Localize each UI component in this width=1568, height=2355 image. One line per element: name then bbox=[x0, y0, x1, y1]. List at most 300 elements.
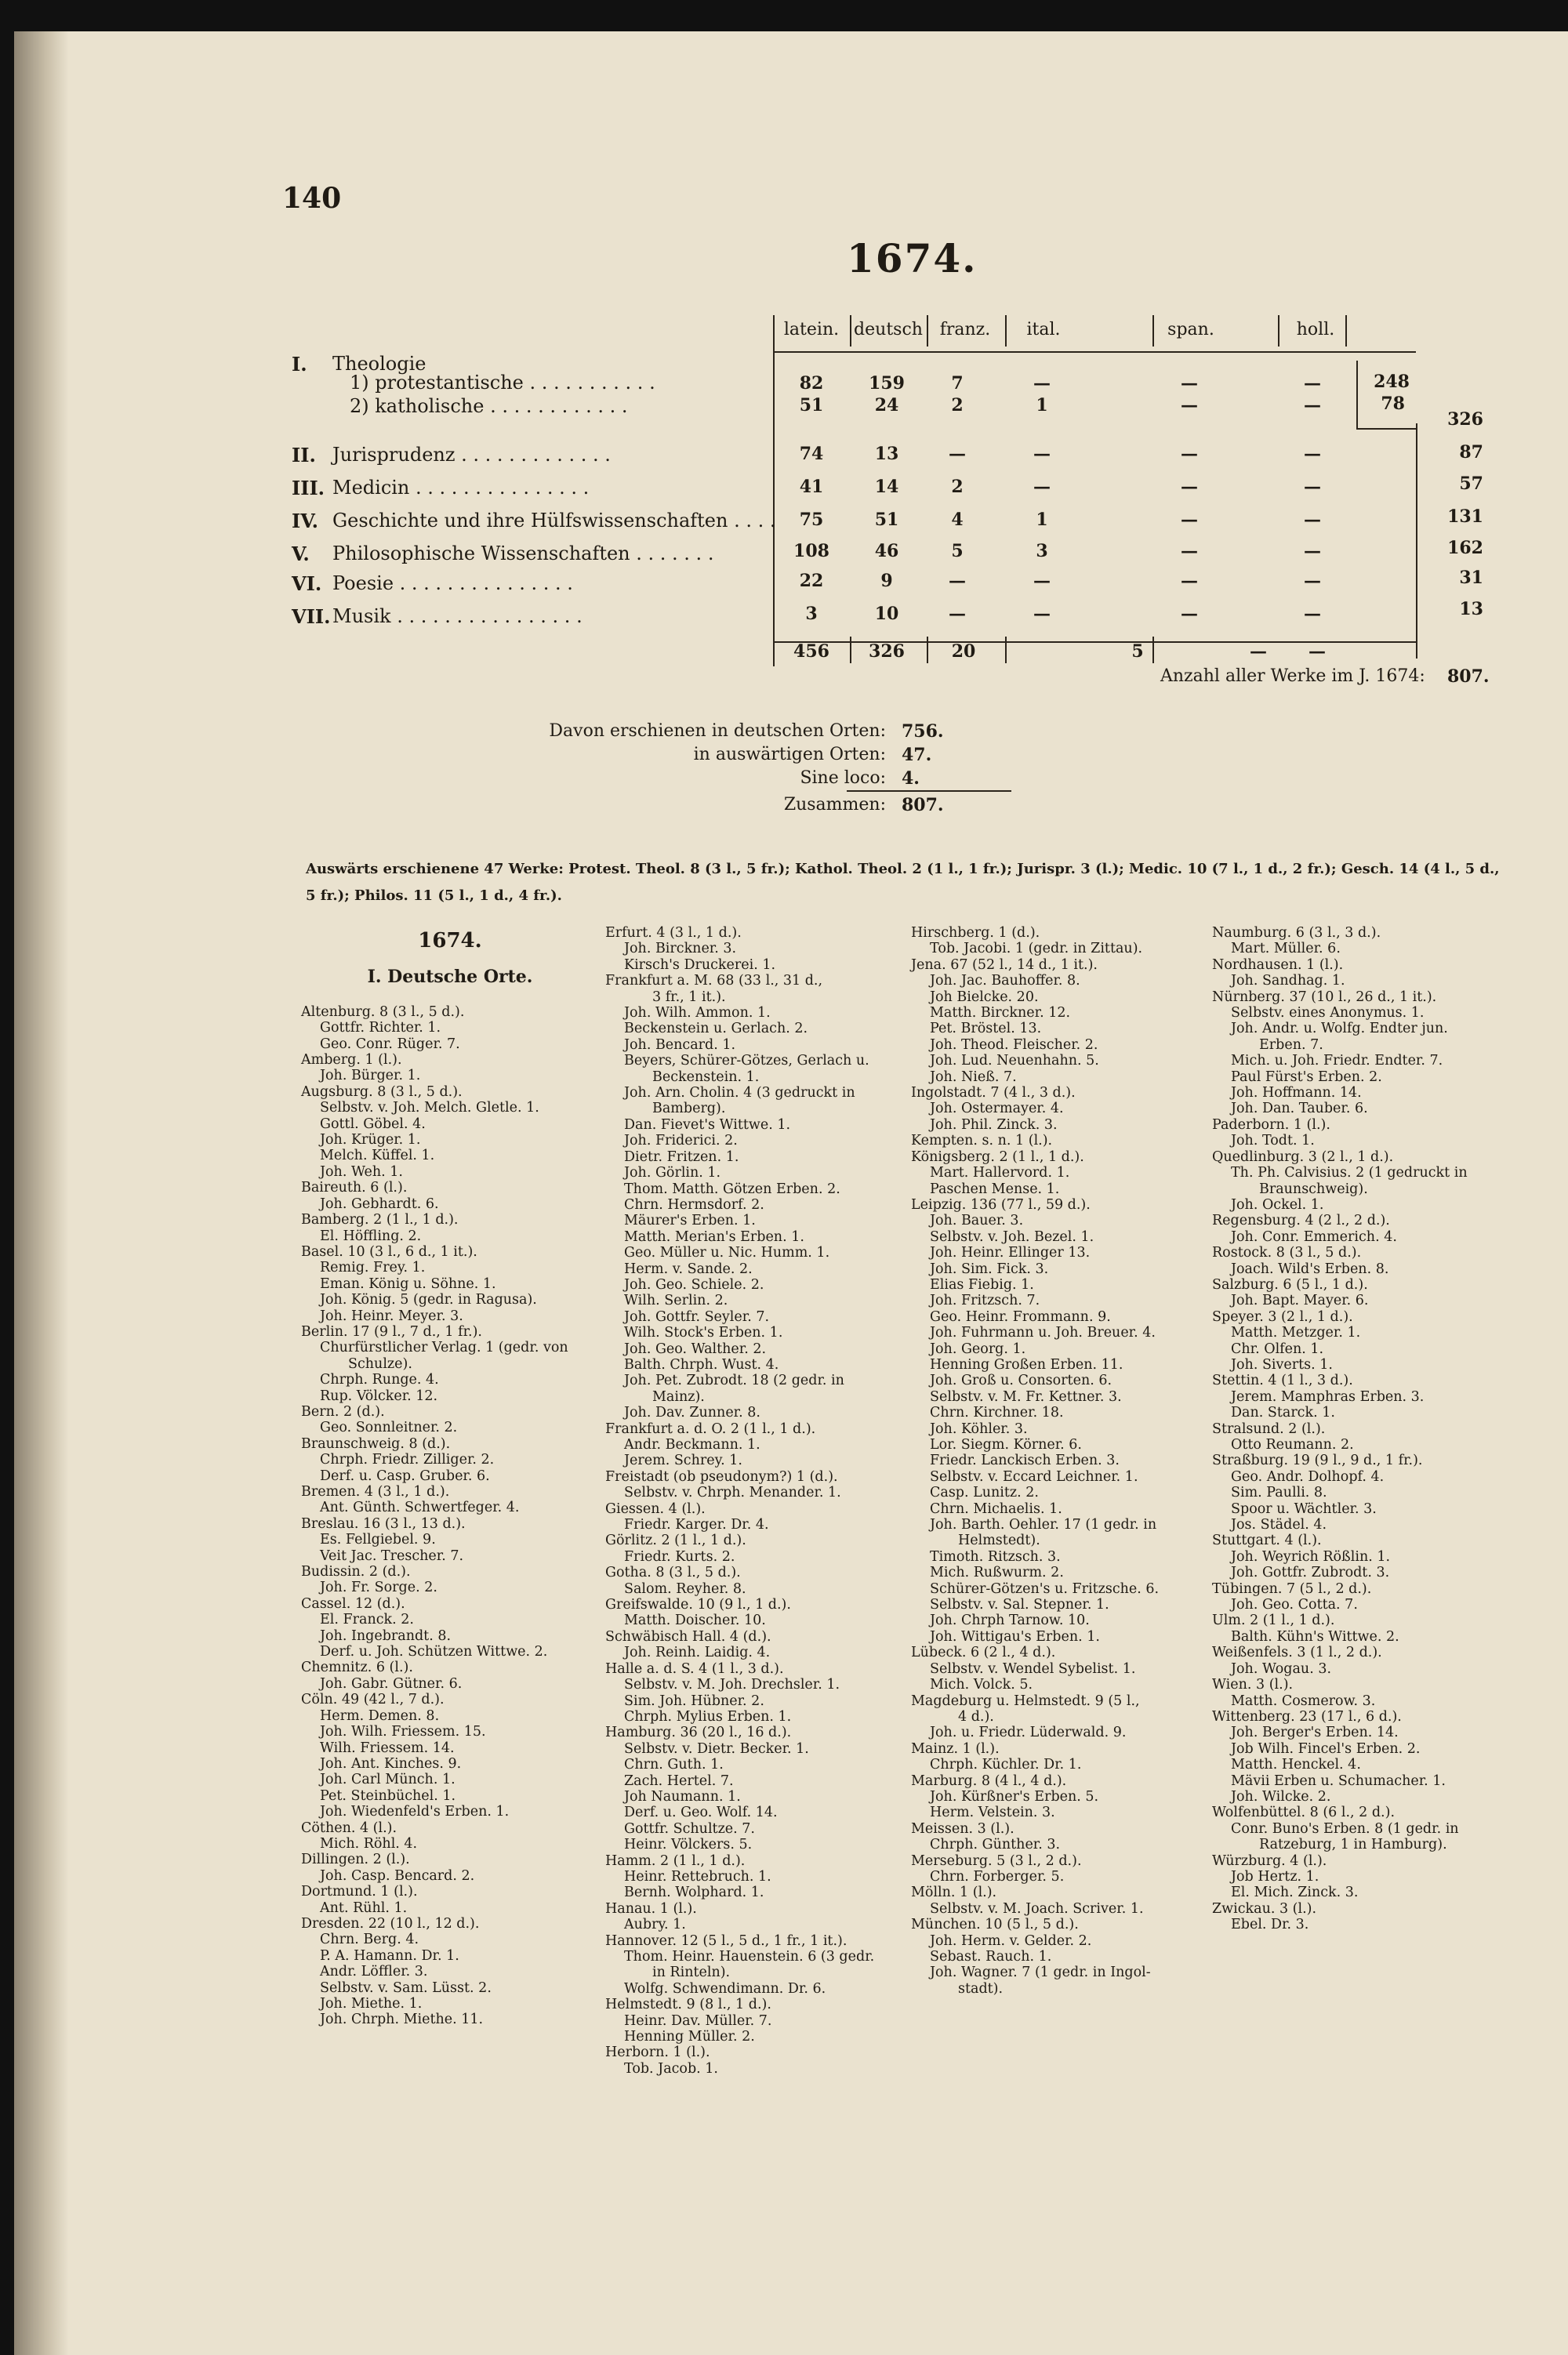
list-entry: Joh. Nieß. 7. bbox=[930, 1069, 1017, 1085]
summary-value: 47. bbox=[902, 745, 932, 765]
place-list bbox=[1212, 925, 1518, 1933]
list-entry: Schürer-Götzen's u. Fritzsche. 6. bbox=[930, 1580, 1160, 1597]
place-heading: Rostock. 8 (3 l., 5 d.). bbox=[1212, 1245, 1362, 1261]
column-total: — bbox=[1308, 641, 1326, 662]
place-heading: Mainz. 1 (l.). bbox=[911, 1740, 1000, 1757]
list-entry: Gottfr. Richter. 1. bbox=[320, 1020, 441, 1036]
column-total: 5 bbox=[1131, 641, 1144, 662]
list-entry: Chrph. Mylius Erben. 1. bbox=[624, 1708, 792, 1725]
row-label: Philosophische Wissenschaften . . . . . . . bbox=[332, 542, 714, 564]
column-total: 456 bbox=[793, 641, 829, 662]
list-entry: Dietr. Fritzen. 1. bbox=[624, 1148, 739, 1165]
list-entry: Matth. Birckner. 12. bbox=[930, 1005, 1071, 1021]
cell: 2 bbox=[951, 395, 964, 415]
cell: 22 bbox=[799, 571, 824, 591]
grand-total-label: Anzahl aller Werke im J. 1674: bbox=[1160, 666, 1425, 686]
list-entry: Mart. Hallervord. 1. bbox=[930, 1165, 1070, 1181]
place-column-3 bbox=[911, 925, 1206, 1997]
list-entry: Friedr. Karger. Dr. 4. bbox=[624, 1517, 769, 1533]
list-entry: Jos. Städel. 4. bbox=[1231, 1517, 1327, 1533]
list-entry: Veit Jac. Trescher. 7. bbox=[320, 1548, 464, 1564]
list-entry: Joh. Dan. Tauber. 6. bbox=[1231, 1101, 1368, 1117]
cell: 4 bbox=[951, 510, 964, 530]
place-heading: Naumburg. 6 (3 l., 3 d.). bbox=[1212, 925, 1381, 941]
place-heading: Dillingen. 2 (l.). bbox=[301, 1852, 410, 1868]
list-entry: Joh. Geo. Schiele. 2. bbox=[624, 1276, 764, 1293]
cell: 5 bbox=[951, 541, 964, 561]
list-entry: Dan. Starck. 1. bbox=[1231, 1405, 1335, 1421]
list-entry: Mäurer's Erben. 1. bbox=[624, 1213, 756, 1229]
place-heading: Tübingen. 7 (5 l., 2 d.). bbox=[1212, 1580, 1372, 1597]
list-entry: Th. Ph. Calvisius. 2 (1 gedruckt in bbox=[1231, 1165, 1468, 1181]
list-entry: Remig. Frey. 1. bbox=[320, 1260, 426, 1276]
list-entry: Jerem. Schrey. 1. bbox=[624, 1453, 742, 1469]
row-number: III. bbox=[292, 477, 325, 499]
list-entry: Joh. Gottfr. Zubrodt. 3. bbox=[1231, 1565, 1390, 1581]
row-label: Jurisprudenz . . . . . . . . . . . . . bbox=[332, 444, 611, 466]
list-entry: Erben. 7. bbox=[1259, 1036, 1323, 1053]
summary-block bbox=[549, 721, 1019, 822]
header-holl: holl. bbox=[1296, 320, 1335, 339]
cell: 10 bbox=[874, 604, 899, 624]
row-label: Geschichte und ihre Hülfswissenschaften . . . . bbox=[332, 510, 776, 532]
row-label: Poesie . . . . . . . . . . . . . . . bbox=[332, 572, 573, 594]
list-entry: Joh. Köhler. 3. bbox=[930, 1421, 1028, 1437]
list-entry: Joh. Chrph. Miethe. 11. bbox=[320, 2012, 484, 2028]
list-entry: Chr. Olfen. 1. bbox=[1231, 1341, 1324, 1357]
list-entry: 3 fr., 1 it.). bbox=[652, 989, 726, 1005]
list-entry: Joh. Barth. Oehler. 17 (1 gedr. in bbox=[930, 1517, 1157, 1533]
list-entry: Selbstv. v. Wendel Sybelist. 1. bbox=[930, 1660, 1136, 1677]
column-total: — bbox=[1250, 641, 1267, 662]
list-entry: Selbstv. v. Eccard Leichner. 1. bbox=[930, 1468, 1138, 1485]
list-entry: Joh. Jac. Bauhoffer. 8. bbox=[930, 973, 1080, 989]
list-entry: Joh. Geo. Walther. 2. bbox=[624, 1341, 767, 1357]
place-column-2 bbox=[605, 925, 900, 2077]
list-entry: Joh. Hoffmann. 14. bbox=[1231, 1085, 1362, 1101]
place-heading: Bamberg. 2 (1 l., 1 d.). bbox=[301, 1212, 459, 1228]
list-entry: Matth. Cosmerow. 3. bbox=[1231, 1693, 1376, 1709]
place-heading: Greifswalde. 10 (9 l., 1 d.). bbox=[605, 1597, 791, 1613]
list-entry: Tob. Jacobi. 1 (gedr. in Zittau). bbox=[930, 941, 1143, 957]
cell: 13 bbox=[874, 444, 899, 464]
place-heading: Dortmund. 1 (l.). bbox=[301, 1884, 418, 1900]
list-entry: Geo. Müller u. Nic. Humm. 1. bbox=[624, 1245, 830, 1261]
list-entry: Joh. Groß u. Consorten. 6. bbox=[930, 1373, 1112, 1389]
list-entry: Chrn. Hermsdorf. 2. bbox=[624, 1196, 764, 1213]
rule-h bbox=[773, 351, 1416, 353]
list-entry: Ratzeburg, 1 in Hamburg). bbox=[1259, 1837, 1447, 1853]
place-heading: Zwickau. 3 (l.). bbox=[1212, 1900, 1317, 1917]
row-number: II. bbox=[292, 444, 316, 466]
place-heading: Augsburg. 8 (3 l., 5 d.). bbox=[301, 1083, 463, 1100]
row-number: V. bbox=[292, 542, 310, 565]
place-heading: München. 10 (5 l., 5 d.). bbox=[911, 1917, 1079, 1933]
list-entry: Melch. Küffel. 1. bbox=[320, 1148, 435, 1164]
list-entry: Mich. Röhl. 4. bbox=[320, 1835, 418, 1852]
list-entry: Balth. Chrph. Wust. 4. bbox=[624, 1356, 779, 1373]
list-entry: Beckenstein u. Gerlach. 2. bbox=[624, 1021, 808, 1037]
place-heading: Amberg. 1 (l.). bbox=[301, 1052, 402, 1069]
list-entry: Joh. Gottfr. Seyler. 7. bbox=[624, 1308, 770, 1325]
row-number: I. bbox=[292, 353, 307, 376]
cell: 24 bbox=[874, 395, 899, 415]
list-entry: Joh. Bauer. 3. bbox=[930, 1213, 1024, 1229]
list-entry: Heinr. Dav. Müller. 7. bbox=[624, 2012, 772, 2029]
cell: — bbox=[1304, 373, 1321, 394]
list-entry: Aubry. 1. bbox=[624, 1917, 686, 1933]
row-total: 31 bbox=[1459, 568, 1483, 588]
list-entry: Spoor u. Wächtler. 3. bbox=[1231, 1500, 1377, 1517]
list-entry: Selbstv. eines Anonymus. 1. bbox=[1231, 1005, 1425, 1021]
list-entry: Joh. Georg. 1. bbox=[930, 1341, 1026, 1357]
place-heading: Stuttgart. 4 (l.). bbox=[1212, 1533, 1322, 1549]
cell: — bbox=[949, 444, 966, 464]
cell: 82 bbox=[799, 373, 824, 394]
list-entry: Lor. Siegm. Körner. 6. bbox=[930, 1437, 1082, 1453]
cell: — bbox=[1304, 510, 1321, 530]
list-entry: Joh. Weh. 1. bbox=[320, 1163, 403, 1180]
place-heading: Helmstedt. 9 (8 l., 1 d.). bbox=[605, 1997, 771, 2013]
row-number: VI. bbox=[292, 572, 322, 595]
place-heading: Hanau. 1 (l.). bbox=[605, 1900, 697, 1917]
place-heading: Stettin. 4 (1 l., 3 d.). bbox=[1212, 1373, 1353, 1389]
list-entry: Selbstv. v. Joh. Bezel. 1. bbox=[930, 1228, 1094, 1245]
place-heading: Freistadt (ob pseudonym?) 1 (d.). bbox=[605, 1468, 838, 1485]
place-heading: Lübeck. 6 (2 l., 4 d.). bbox=[911, 1645, 1056, 1661]
place-heading: Görlitz. 2 (1 l., 1 d.). bbox=[605, 1533, 746, 1549]
list-entry: in Rinteln). bbox=[652, 1965, 731, 1981]
cell: — bbox=[1304, 541, 1321, 561]
list-entry: Rup. Völcker. 12. bbox=[320, 1388, 438, 1404]
place-heading: Herborn. 1 (l.). bbox=[605, 2045, 710, 2061]
place-heading: Basel. 10 (3 l., 6 d., 1 it.). bbox=[301, 1243, 477, 1260]
list-entry: Joh. Pet. Zubrodt. 18 (2 gedr. in bbox=[624, 1373, 844, 1389]
cell: 1 bbox=[1036, 395, 1048, 415]
list-entry: Mich. Volck. 5. bbox=[930, 1677, 1033, 1693]
place-heading: Budissin. 2 (d.). bbox=[301, 1564, 411, 1580]
place-heading: Straßburg. 19 (9 l., 9 d., 1 fr.). bbox=[1212, 1453, 1423, 1469]
column-total: 20 bbox=[951, 641, 976, 662]
list-entry: Joh. Wilh. Ammon. 1. bbox=[624, 1005, 771, 1021]
list-entry: Joh. Berger's Erben. 14. bbox=[1231, 1725, 1399, 1741]
list-entry: Joh. Miethe. 1. bbox=[320, 1996, 423, 2012]
list-entry: Joh. Todt. 1. bbox=[1231, 1133, 1315, 1149]
list-entry: Matth. Metzger. 1. bbox=[1231, 1325, 1361, 1341]
list-entry: Ant. Rühl. 1. bbox=[320, 1900, 408, 1916]
cell: 108 bbox=[793, 541, 829, 561]
list-entry: Dan. Fievet's Wittwe. 1. bbox=[624, 1116, 791, 1133]
list-entry: Pet. Steinbüchel. 1. bbox=[320, 1787, 456, 1804]
list-entry: Gottfr. Schultze. 7. bbox=[624, 1820, 755, 1837]
list-entry: Chrn. Guth. 1. bbox=[624, 1757, 724, 1773]
place-heading: Halle a. d. S. 4 (1 l., 3 d.). bbox=[605, 1660, 784, 1677]
list-entry: Joh. Weyrich Rößlin. 1. bbox=[1231, 1548, 1391, 1565]
list-entry: Selbstv. v. Joh. Melch. Gletle. 1. bbox=[320, 1100, 539, 1116]
cell: — bbox=[1181, 444, 1198, 464]
place-heading: Wien. 3 (l.). bbox=[1212, 1677, 1294, 1693]
list-entry: Joh. Wilcke. 2. bbox=[1231, 1788, 1331, 1805]
list-entry: Derf. u. Geo. Wolf. 14. bbox=[624, 1805, 778, 1821]
place-heading: Frankfurt a. M. 68 (33 l., 31 d., bbox=[605, 973, 823, 989]
list-entry: Geo. Sonnleitner. 2. bbox=[320, 1420, 458, 1436]
cell: — bbox=[1181, 571, 1198, 591]
cell: — bbox=[1033, 477, 1051, 497]
rule-v bbox=[1416, 423, 1417, 659]
place-heading: Cöln. 49 (42 l., 7 d.). bbox=[301, 1692, 445, 1708]
list-entry: Joach. Wild's Erben. 8. bbox=[1231, 1261, 1389, 1277]
place-heading: Cassel. 12 (d.). bbox=[301, 1595, 405, 1612]
list-entry: Matth. Merian's Erben. 1. bbox=[624, 1228, 804, 1245]
place-heading: Bern. 2 (d.). bbox=[301, 1403, 385, 1420]
list-entry: Tob. Jacob. 1. bbox=[624, 2060, 718, 2077]
summary-label: Zusammen: bbox=[783, 795, 886, 815]
list-entry: Chrn. Berg. 4. bbox=[320, 1932, 419, 1948]
list-entry: Mich. Rußwurm. 2. bbox=[930, 1565, 1064, 1581]
list-entry: Mart. Müller. 6. bbox=[1231, 941, 1341, 957]
cell: — bbox=[949, 571, 966, 591]
list-entry: Heinr. Völckers. 5. bbox=[624, 1837, 753, 1853]
place-heading: Baireuth. 6 (l.). bbox=[301, 1180, 408, 1196]
list-entry: Joh. Geo. Cotta. 7. bbox=[1231, 1597, 1358, 1613]
row-total: 162 bbox=[1447, 538, 1483, 558]
list-entry: Thom. Heinr. Hauenstein. 6 (3 gedr. bbox=[624, 1949, 875, 1965]
list-entry: Joh. Wilh. Friessem. 15. bbox=[320, 1724, 486, 1740]
list-entry: Elias Fiebig. 1. bbox=[930, 1276, 1034, 1293]
list-entry: Selbstv. v. M. Fr. Kettner. 3. bbox=[930, 1388, 1122, 1405]
place-heading: Jena. 67 (52 l., 14 d., 1 it.). bbox=[911, 956, 1098, 973]
list-entry: 4 d.). bbox=[958, 1708, 994, 1725]
list-entry: Joh. u. Friedr. Lüderwald. 9. bbox=[930, 1725, 1127, 1741]
summary-rule bbox=[847, 790, 1011, 792]
list-entry: Henning Müller. 2. bbox=[624, 2029, 755, 2045]
place-column-1 bbox=[301, 925, 599, 2028]
list-entry: Herm. v. Sande. 2. bbox=[624, 1261, 753, 1277]
list-entry: Joh. Görlin. 1. bbox=[624, 1165, 721, 1181]
header-latein: latein. bbox=[783, 320, 840, 339]
list-entry: Joh Bielcke. 20. bbox=[930, 989, 1039, 1005]
list-entry: Sim. Joh. Hübner. 2. bbox=[624, 1693, 764, 1709]
cell: — bbox=[1304, 477, 1321, 497]
list-entry: Joh. Friderici. 2. bbox=[624, 1133, 738, 1149]
list-entry: Derf. u. Joh. Schützen Wittwe. 2. bbox=[320, 1644, 548, 1660]
rule-v bbox=[1345, 315, 1347, 347]
cell: — bbox=[949, 604, 966, 624]
cell: 9 bbox=[880, 571, 893, 591]
place-heading: Stralsund. 2 (l.). bbox=[1212, 1421, 1326, 1437]
place-heading: Bremen. 4 (3 l., 1 d.). bbox=[301, 1484, 450, 1500]
cell: 74 bbox=[799, 444, 824, 464]
cell: 3 bbox=[805, 604, 818, 624]
list-entry: Churfürstlicher Verlag. 1 (gedr. von bbox=[320, 1340, 568, 1356]
cell: 159 bbox=[869, 373, 905, 394]
list-section-title: I. Deutsche Orte. bbox=[367, 967, 533, 988]
place-list bbox=[605, 925, 900, 2077]
place-heading: Speyer. 3 (2 l., 1 d.). bbox=[1212, 1308, 1353, 1325]
list-entry: Heinr. Rettebruch. 1. bbox=[624, 1868, 771, 1885]
list-entry: Conr. Buno's Erben. 8 (1 gedr. in bbox=[1231, 1820, 1459, 1837]
list-entry: Joh. Chrph Tarnow. 10. bbox=[930, 1613, 1090, 1629]
cell: 1 bbox=[1036, 510, 1048, 530]
place-heading: Wittenberg. 23 (17 l., 6 d.). bbox=[1212, 1708, 1402, 1725]
summary-row bbox=[549, 721, 1019, 748]
list-entry: Joh. Heinr. Meyer. 3. bbox=[320, 1308, 463, 1324]
cell: — bbox=[1033, 604, 1051, 624]
list-entry: Joh. Ant. Kinches. 9. bbox=[320, 1755, 462, 1772]
row-total: 13 bbox=[1459, 599, 1483, 619]
row-label: 2) katholische . . . . . . . . . . . . bbox=[350, 395, 628, 417]
list-entry: Joh. Conr. Emmerich. 4. bbox=[1231, 1228, 1397, 1245]
place-heading: Chemnitz. 6 (l.). bbox=[301, 1660, 413, 1676]
list-entry: Joh. Bapt. Mayer. 6. bbox=[1231, 1293, 1369, 1309]
list-entry: Joh. Phil. Zinck. 3. bbox=[930, 1116, 1058, 1133]
list-entry: Geo. Heinr. Frommann. 9. bbox=[930, 1308, 1111, 1325]
place-heading: Meissen. 3 (l.). bbox=[911, 1820, 1014, 1837]
list-entry: Zach. Hertel. 7. bbox=[624, 1773, 734, 1789]
place-heading: Giessen. 4 (l.). bbox=[605, 1500, 706, 1517]
list-entry: Joh. Krüger. 1. bbox=[320, 1132, 421, 1148]
place-heading: Cöthen. 4 (l.). bbox=[301, 1820, 397, 1836]
list-entry: Timoth. Ritzsch. 3. bbox=[930, 1548, 1061, 1565]
list-entry: Beckenstein. 1. bbox=[652, 1069, 760, 1085]
place-heading: Merseburg. 5 (3 l., 2 d.). bbox=[911, 1852, 1082, 1869]
list-entry: Joh. Carl Münch. 1. bbox=[320, 1772, 456, 1788]
abroad-note: Auswärts erschienene 47 Werke: Protest. Theol. 8 (3 l., 5 fr.); Kathol. Theol. 2 (1 l., 1 fr.); Jurispr. 3 (l.); Medic. 10 (7 l., 1 d., 2 fr.); Gesch. 14 (4 l., 5 d., 5 fr.); Philos. 11 (5 l., 1 d., 4 fr.). bbox=[306, 861, 1500, 904]
cell: — bbox=[1181, 477, 1198, 497]
place-heading: Ingolstadt. 7 (4 l., 3 d.). bbox=[911, 1085, 1076, 1101]
summary-label: Sine loco: bbox=[800, 768, 886, 788]
list-entry: Ebel. Dr. 3. bbox=[1231, 1917, 1309, 1933]
place-list bbox=[911, 925, 1206, 1997]
list-entry: Joh. Gebhardt. 6. bbox=[320, 1196, 439, 1212]
list-entry: Braunschweig). bbox=[1259, 1181, 1368, 1197]
cell: — bbox=[1304, 571, 1321, 591]
cell: 51 bbox=[874, 510, 899, 530]
cell: — bbox=[1181, 373, 1198, 394]
list-entry: Job Hertz. 1. bbox=[1231, 1868, 1319, 1885]
summary-value: 807. bbox=[902, 795, 944, 815]
list-entry: Herm. Demen. 8. bbox=[320, 1707, 440, 1724]
list-entry: Geo. Conr. Rüger. 7. bbox=[320, 1036, 460, 1052]
rule-v bbox=[850, 315, 851, 347]
place-column-4 bbox=[1212, 925, 1518, 1933]
place-heading: Braunschweig. 8 (d.). bbox=[301, 1435, 451, 1452]
list-entry: Jerem. Mamphras Erben. 3. bbox=[1231, 1388, 1425, 1405]
place-heading: Wolfenbüttel. 8 (6 l., 2 d.). bbox=[1212, 1805, 1396, 1821]
list-entry: Joh. Heinr. Ellinger 13. bbox=[930, 1245, 1091, 1261]
place-heading: Paderborn. 1 (l.). bbox=[1212, 1116, 1330, 1133]
place-heading: Würzburg. 4 (l.). bbox=[1212, 1852, 1327, 1869]
list-entry: Friedr. Kurts. 2. bbox=[624, 1548, 735, 1565]
list-entry: Joh. Sandhag. 1. bbox=[1231, 973, 1345, 989]
place-heading: Marburg. 8 (4 l., 4 d.). bbox=[911, 1773, 1067, 1789]
list-title: 1674. bbox=[418, 929, 482, 953]
list-entry: Joh. Gabr. Gütner. 6. bbox=[320, 1675, 463, 1692]
list-entry: Joh. Wittigau's Erben. 1. bbox=[930, 1628, 1100, 1645]
summary-value: 4. bbox=[902, 768, 920, 789]
place-heading: Breslau. 16 (3 l., 13 d.). bbox=[301, 1515, 466, 1532]
summary-value: 756. bbox=[902, 721, 944, 742]
list-entry: Wilh. Friessem. 14. bbox=[320, 1740, 455, 1756]
list-entry: Mich. u. Joh. Friedr. Endter. 7. bbox=[1231, 1053, 1443, 1069]
page-number: 140 bbox=[282, 182, 342, 215]
list-entry: Andr. Löffler. 3. bbox=[320, 1964, 428, 1980]
list-entry: Gottl. Göbel. 4. bbox=[320, 1116, 426, 1132]
cell: 2 bbox=[951, 477, 964, 497]
list-entry: Joh. Dav. Zunner. 8. bbox=[624, 1405, 760, 1421]
list-entry: Joh. Arn. Cholin. 4 (3 gedruckt in bbox=[624, 1085, 855, 1101]
list-entry: Paul Fürst's Erben. 2. bbox=[1231, 1069, 1382, 1085]
list-entry: Schulze). bbox=[348, 1355, 412, 1372]
list-entry: Andr. Beckmann. 1. bbox=[624, 1437, 760, 1453]
place-heading: Schwäbisch Hall. 4 (d.). bbox=[605, 1628, 771, 1645]
cell: 14 bbox=[874, 477, 899, 497]
place-heading: Nürnberg. 37 (10 l., 26 d., 1 it.). bbox=[1212, 989, 1437, 1005]
list-entry: Chrn. Michaelis. 1. bbox=[930, 1500, 1062, 1517]
list-entry: Selbstv. v. M. Joach. Scriver. 1. bbox=[930, 1900, 1144, 1917]
list-entry: Wilh. Serlin. 2. bbox=[624, 1293, 728, 1309]
theology-total: 326 bbox=[1447, 409, 1483, 430]
list-entry: El. Franck. 2. bbox=[320, 1612, 414, 1628]
list-entry: Joh. Siverts. 1. bbox=[1231, 1356, 1333, 1373]
list-entry: Selbstv. v. Sal. Stepner. 1. bbox=[930, 1597, 1109, 1613]
list-entry: Ant. Günth. Schwertfeger. 4. bbox=[320, 1500, 520, 1516]
list-entry: Chrph. Friedr. Zilliger. 2. bbox=[320, 1452, 495, 1468]
cell: 51 bbox=[799, 395, 824, 415]
list-entry: Joh. Casp. Bencard. 2. bbox=[320, 1867, 475, 1884]
cell: — bbox=[1181, 541, 1198, 561]
list-entry: Joh. Fritzsch. 7. bbox=[930, 1293, 1040, 1309]
list-entry: Matth. Henckel. 4. bbox=[1231, 1757, 1361, 1773]
rule-v bbox=[1005, 315, 1007, 347]
header-ital: ital. bbox=[1026, 320, 1061, 339]
row-total: 57 bbox=[1459, 474, 1483, 494]
list-entry: Job Wilh. Fincel's Erben. 2. bbox=[1231, 1740, 1421, 1757]
list-entry: Joh. Reinh. Laidig. 4. bbox=[624, 1645, 771, 1661]
place-list bbox=[301, 1004, 599, 2028]
list-entry: Joh. Ingebrandt. 8. bbox=[320, 1627, 452, 1644]
list-entry: Joh. Lud. Neuenhahn. 5. bbox=[930, 1053, 1099, 1069]
year-title: 1674. bbox=[847, 235, 978, 281]
place-heading: Hannover. 12 (5 l., 5 d., 1 fr., 1 it.). bbox=[605, 1932, 848, 1949]
place-heading: Königsberg. 2 (1 l., 1 d.). bbox=[911, 1148, 1084, 1165]
list-entry: Joh. Andr. u. Wolfg. Endter jun. bbox=[1231, 1021, 1448, 1037]
cell: — bbox=[1304, 444, 1321, 464]
list-entry: Joh. Ostermayer. 4. bbox=[930, 1101, 1064, 1117]
place-heading: Dresden. 22 (10 l., 12 d.). bbox=[301, 1915, 480, 1932]
summary-label: in auswärtigen Orten: bbox=[693, 745, 886, 764]
cell: 46 bbox=[874, 541, 899, 561]
row-total: 248 bbox=[1374, 372, 1410, 392]
place-heading: Frankfurt a. d. O. 2 (1 l., 1 d.). bbox=[605, 1421, 816, 1437]
place-heading: Regensburg. 4 (2 l., 2 d.). bbox=[1212, 1213, 1390, 1229]
list-entry: Selbstv. v. Dietr. Becker. 1. bbox=[624, 1740, 809, 1757]
list-entry: El. Höffling. 2. bbox=[320, 1228, 422, 1244]
row-total: 131 bbox=[1447, 506, 1483, 527]
list-entry: Joh. Bürger. 1. bbox=[320, 1068, 421, 1084]
row-label: Medicin . . . . . . . . . . . . . . . bbox=[332, 477, 590, 499]
row-label: 1) protestantische . . . . . . . . . . . bbox=[350, 372, 655, 394]
list-entry: Joh. Herm. v. Gelder. 2. bbox=[930, 1932, 1092, 1949]
list-entry: Joh. Bencard. 1. bbox=[624, 1036, 736, 1053]
list-entry: Joh Naumann. 1. bbox=[624, 1788, 741, 1805]
list-entry: Joh. Kürßner's Erben. 5. bbox=[930, 1788, 1099, 1805]
place-heading: Erfurt. 4 (3 l., 1 d.). bbox=[605, 925, 742, 941]
row-label: Theologie bbox=[332, 353, 426, 375]
summary-row bbox=[549, 795, 1019, 822]
list-entry: Joh. Birckner. 3. bbox=[624, 941, 737, 957]
list-entry: Thom. Matth. Götzen Erben. 2. bbox=[624, 1181, 840, 1197]
